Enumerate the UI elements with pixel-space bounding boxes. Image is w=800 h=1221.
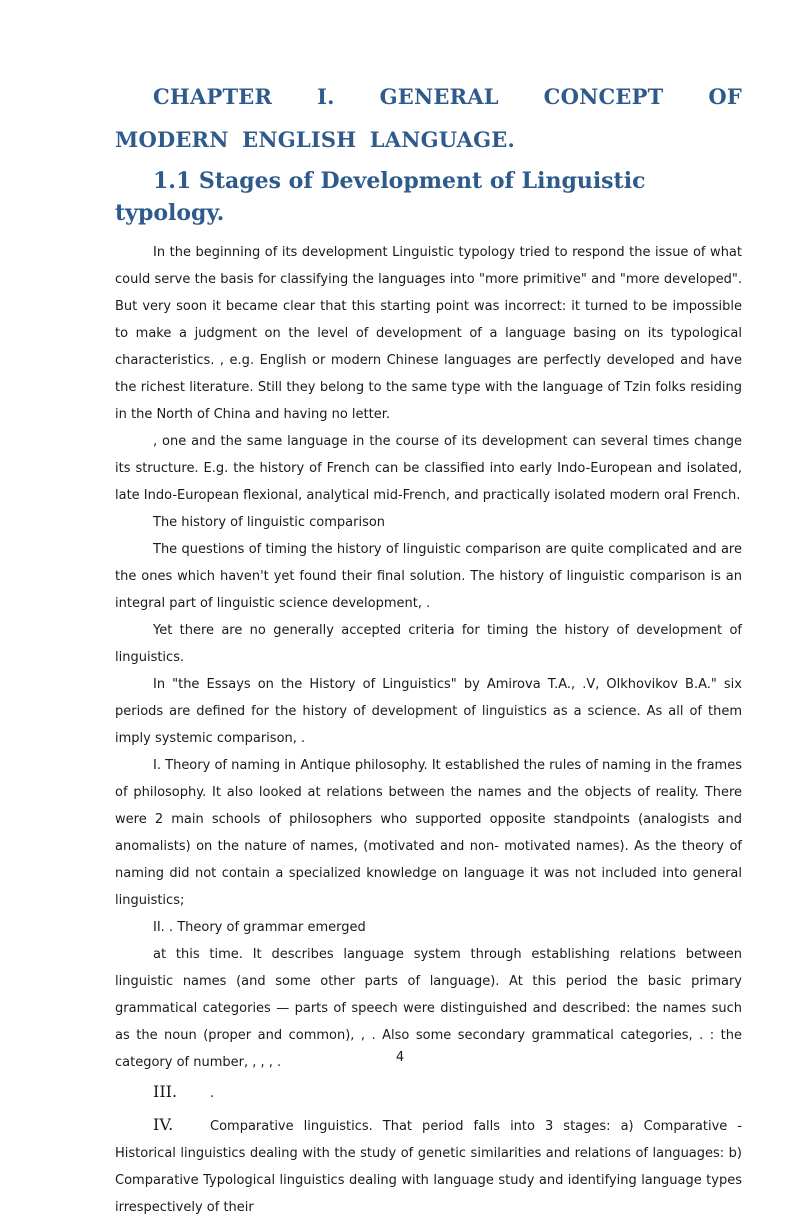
chapter-title: CHAPTER I. GENERAL CONCEPT OF MODERN ENGLISH LANGUAGE. bbox=[115, 84, 742, 152]
paragraph: at this time. It describes language system through establishing relations between linguistic names (and some other parts of language). At this period the basic primary grammatical categories — parts of speech were distinguished and described: the names such as the noun (proper and common), , . Also some secondary grammatical categories, . : the category of number, , , , . bbox=[115, 947, 742, 1070]
page-number: 4 bbox=[395, 1050, 405, 1065]
paragraph: II. . Theory of grammar emerged bbox=[153, 920, 366, 935]
roman-numeral: III. bbox=[153, 1082, 178, 1101]
roman-numeral: IV. bbox=[153, 1115, 174, 1134]
paragraph: In the beginning of its development Linguistic typology tried to respond the issue of what could serve the basis for classifying the languages into "more primitive" and "more developed". But very soon it became clear that this starting point was incorrect: it turned to be impossible to make a judgment on the level of development of a language basing on its typological characteristics. , e.g. English or modern Chinese languages are perfectly developed and have the richest literature. Still they belong to the same type with the language of Tzin folks residing in the North of China and having no letter. bbox=[115, 245, 742, 422]
paragraph: I. Theory of naming in Antique philosophy. It established the rules of naming in the frames of philosophy. It also looked at relations between the names and the objects of reality. There were 2 main schools of philosophers who supported opposite standpoints (analogists and anomalists) on the nature of names, (motivated and non- motivated names). As the theory of naming did not contain a specialized knowledge on language it was not included into general linguistics; bbox=[115, 758, 742, 908]
roman-list-item bbox=[115, 1078, 742, 1107]
paragraph: In "the Essays on the History of Linguistics" by Amirova T.A., .V, Olkhovikov B.A." six periods are defined for the history of development of linguistics as a science. As all of them imply systemic comparison, . bbox=[115, 677, 742, 746]
roman-item-text: Comparative linguistics. That period falls into 3 stages: a) Comparative -Historical linguistics dealing with the study of genetic similarities and relations of languages: b) Comparative Typological linguistics dealing with language study and identifying language types irrespectively of their bbox=[115, 1119, 742, 1215]
section-title: 1.1 Stages of Development of Linguistic typology. bbox=[115, 168, 646, 226]
paragraph: The questions of timing the history of linguistic comparison are quite complicated and are the ones which haven't yet found their final solution. The history of linguistic comparison is an integral part of linguistic science development, . bbox=[115, 542, 742, 611]
roman-list-item bbox=[115, 1111, 742, 1221]
paragraph: , one and the same language in the course of its development can several times change its structure. E.g. the history of French can be classified into early Indo-European and isolated, late Indo-European flexional, analytical mid-French, and practically isolated modern oral French. bbox=[115, 434, 742, 503]
paragraph: Yet there are no generally accepted criteria for timing the history of development of linguistics. bbox=[115, 623, 742, 665]
roman-item-text: . bbox=[210, 1086, 215, 1101]
paragraph: The history of linguistic comparison bbox=[153, 515, 386, 530]
